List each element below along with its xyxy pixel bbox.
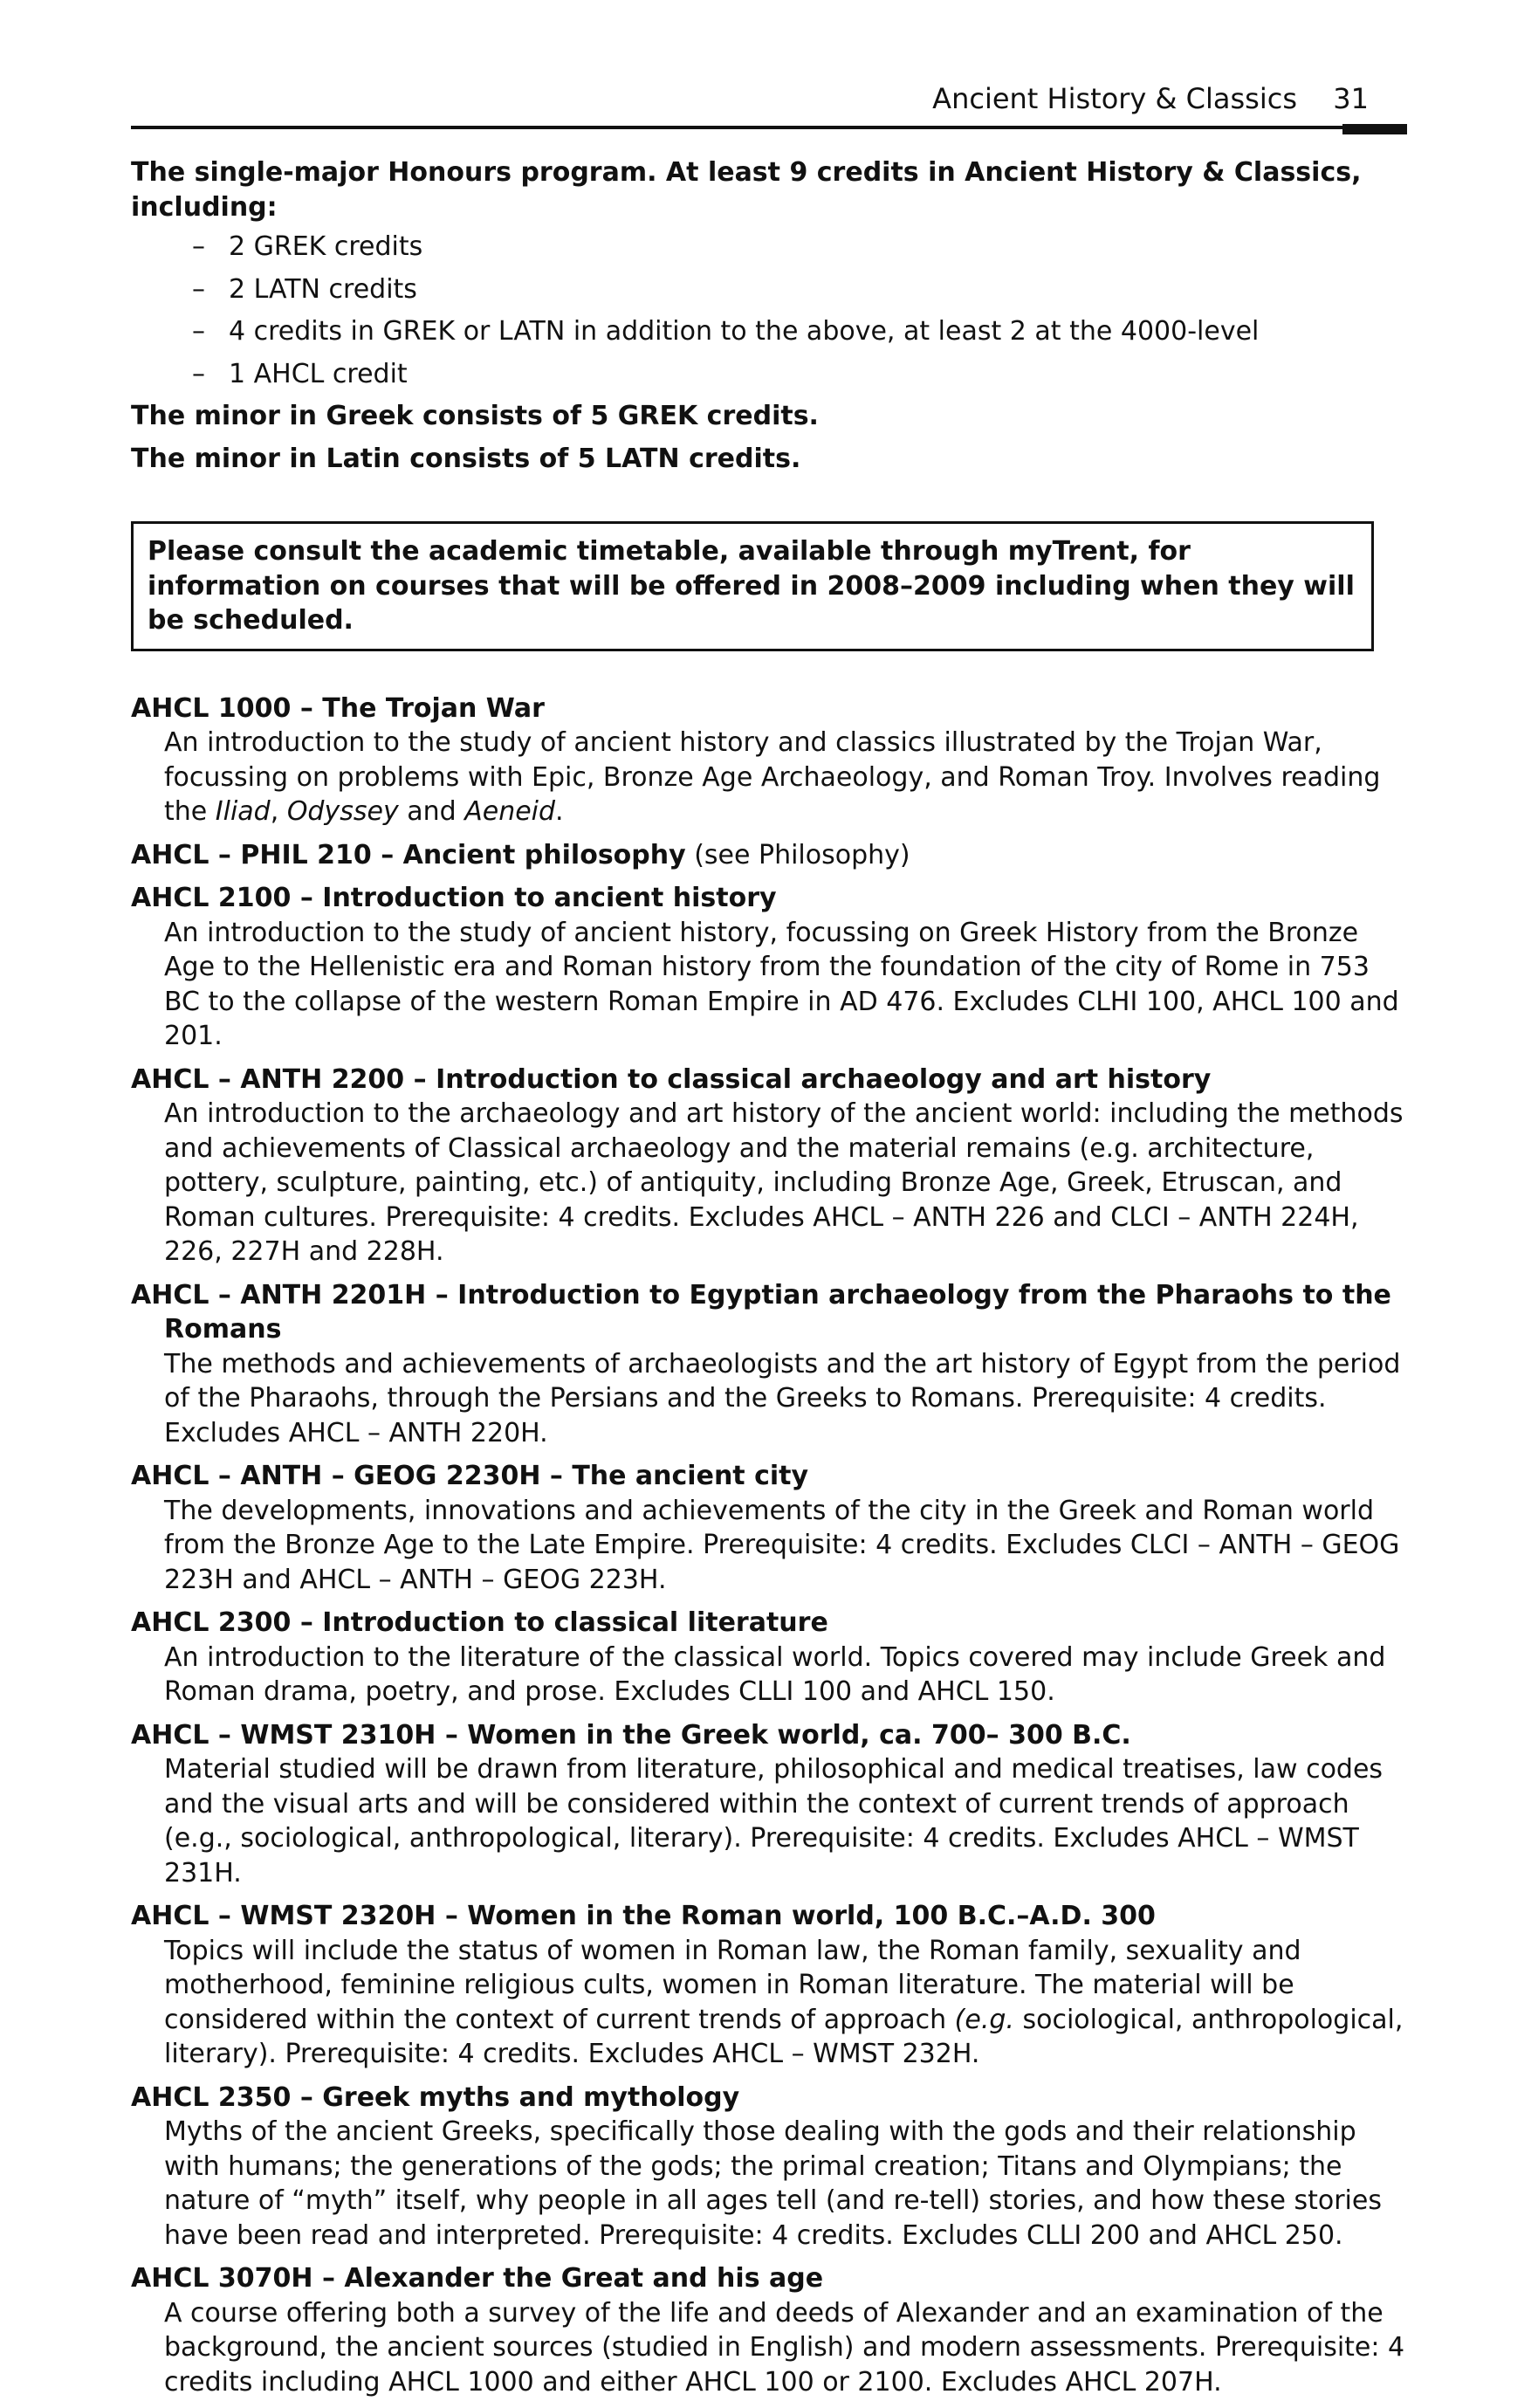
course-description: A course offering both a survey of the life and deeds of Alexander and an examination of the background, the ancient sources (studied in English) and modern assessments. Prerequisite: 4 credits including AHCL 1000 and either AHCL 100 or 2100. Excludes AHCL 207H. bbox=[164, 2297, 1405, 2398]
dash-icon: – bbox=[192, 316, 205, 347]
timetable-notice-box: Please consult the academic timetable, available through myTrent, for information on courses that will be offered in 2008–2009 including when they will be scheduled. bbox=[131, 521, 1374, 651]
running-header bbox=[131, 75, 1407, 129]
course-title: AHCL 2350 – Greek myths and mythology bbox=[131, 2081, 740, 2113]
course-description: An introduction to the study of ancient history, focussing on Greek History from the Bronze Age to the Hellenistic era and Roman history from the foundation of the city of Rome in 753 BC to the collapse of the western Roman Empire in AD 476. Excludes CLHI 100, AHCL 100 and 201. bbox=[164, 917, 1399, 1051]
course-title: AHCL – ANTH 2200 – Introduction to classical archaeology and art history bbox=[131, 1063, 1212, 1095]
course-entry bbox=[131, 1718, 1407, 1891]
course-title: AHCL – WMST 2310H – Women in the Greek world, ca. 700– 300 B.C. bbox=[131, 1719, 1131, 1751]
list-item: – 2 LATN credits bbox=[131, 272, 1407, 307]
course-title: AHCL – ANTH 2201H – Introduction to Egyptian archaeology from the Pharaohs to the Romans bbox=[131, 1279, 1391, 1345]
minor-latin: The minor in Latin consists of 5 LATN credits. bbox=[131, 443, 801, 474]
course-list bbox=[131, 691, 1407, 2400]
list-item: – 2 GREK credits bbox=[131, 230, 1407, 265]
course-description: The developments, innovations and achievements of the city in the Greek and Roman world from the Bronze Age to the Late Empire. Prerequisite: 4 credits. Excludes CLCI – ANTH – GEOG 223H and AHCL – ANTH – GEOG 223H. bbox=[164, 1495, 1400, 1595]
course-entry bbox=[131, 2261, 1407, 2399]
list-item: – 1 AHCL credit bbox=[131, 357, 1407, 392]
honours-requirements-heading: The single-major Honours program. At least 9 credits in Ancient History & Classics, including: bbox=[131, 157, 1362, 223]
course-entry bbox=[131, 691, 1407, 829]
course-entry bbox=[131, 1063, 1407, 1269]
course-title: AHCL – ANTH – GEOG 2230H – The ancient city bbox=[131, 1461, 809, 1491]
course-title: AHCL – WMST 2320H – Women in the Roman world, 100 B.C.–A.D. 300 bbox=[131, 1901, 1156, 1931]
dash-icon: – bbox=[192, 273, 205, 305]
dash-icon: – bbox=[192, 358, 205, 389]
course-entry bbox=[131, 1899, 1407, 2072]
course-title: AHCL 2300 – Introduction to classical literature bbox=[131, 1607, 828, 1638]
course-description: An introduction to the archaeology and art history of the ancient world: including the methods and achievements of Classical archaeology and the material remains (e.g. architecture, pottery, sculpture, painting, etc.) of antiquity, including Bronze Age, Greek, Etruscan, and Roman cultures. Prerequisite: 4 credits. Excludes AHCL – ANTH 226 and CLCI – ANTH 224H, 226, 227H and 228H. bbox=[164, 1098, 1404, 1267]
list-item: – 4 credits in GREK or LATN in addition to the above, at least 2 at the 4000-level bbox=[131, 314, 1407, 349]
minor-greek: The minor in Greek consists of 5 GREK credits. bbox=[131, 401, 819, 431]
course-title: AHCL 1000 – The Trojan War bbox=[131, 692, 545, 724]
course-description: Material studied will be drawn from literature, philosophical and medical treatises, law codes and the visual arts and will be considered within the context of current trends of approach (e.g., sociological, anthropological, literary). Prerequisite: 4 credits. Excludes AHCL – WMST 231H. bbox=[164, 1754, 1384, 1889]
course-title: AHCL 2100 – Introduction to ancient history bbox=[131, 883, 777, 913]
course-description: Myths of the ancient Greeks, specifically those dealing with the gods and their relationship with humans; the generations of the gods; the primal creation; Titans and Olympians; the nature of “myth” itself, why people in all ages tell (and re-tell) stories, and how these stories have been read and interpreted. Prerequisite: 4 credits. Excludes CLLI 200 and AHCL 250. bbox=[164, 2116, 1382, 2251]
course-entry bbox=[131, 881, 1407, 1054]
page-number-bar bbox=[1342, 124, 1407, 134]
course-description: An introduction to the literature of the classical world. Topics covered may include Greek and Roman drama, poetry, and prose. Excludes CLLI 100 and AHCL 150. bbox=[164, 1641, 1386, 1707]
course-entry bbox=[131, 1459, 1407, 1597]
cross-reference-note: (see Philosophy) bbox=[685, 839, 910, 870]
course-entry bbox=[131, 1278, 1407, 1451]
course-description: Topics will include the status of women in Roman law, the Roman family, sexuality and motherhood, feminine religious cults, women in Roman literature. The material will be considered within the context of current trends of approach (e.g. sociological, anthropological, literary). Prerequisite: 4 credits. Excludes AHCL – WMST 232H. bbox=[164, 1935, 1404, 2069]
dash-icon: – bbox=[192, 231, 205, 262]
course-description: An introduction to the study of ancient history and classics illustrated by the Trojan War, focussing on problems with Epic, Bronze Age Archaeology, and Roman Troy. Involves reading the Iliad, Odyssey and Aeneid. bbox=[164, 727, 1381, 827]
course-entry bbox=[131, 1606, 1407, 1710]
section-title: Ancient History & Classics bbox=[932, 82, 1297, 115]
course-entry bbox=[131, 2081, 1407, 2253]
course-description: The methods and achievements of archaeologists and the art history of Egypt from the period of the Pharaohs, through the Persians and the Greeks to Romans. Prerequisite: 4 credits. Excludes AHCL – ANTH 220H. bbox=[164, 1348, 1401, 1448]
course-title: AHCL 3070H – Alexander the Great and his age bbox=[131, 2263, 824, 2294]
course-entry bbox=[131, 838, 1407, 873]
page-number: 31 bbox=[1333, 82, 1369, 115]
course-title: AHCL – PHIL 210 – Ancient philosophy (see Philosophy) bbox=[131, 839, 910, 870]
page-content bbox=[131, 155, 1407, 2408]
requirements-list bbox=[131, 230, 1407, 391]
